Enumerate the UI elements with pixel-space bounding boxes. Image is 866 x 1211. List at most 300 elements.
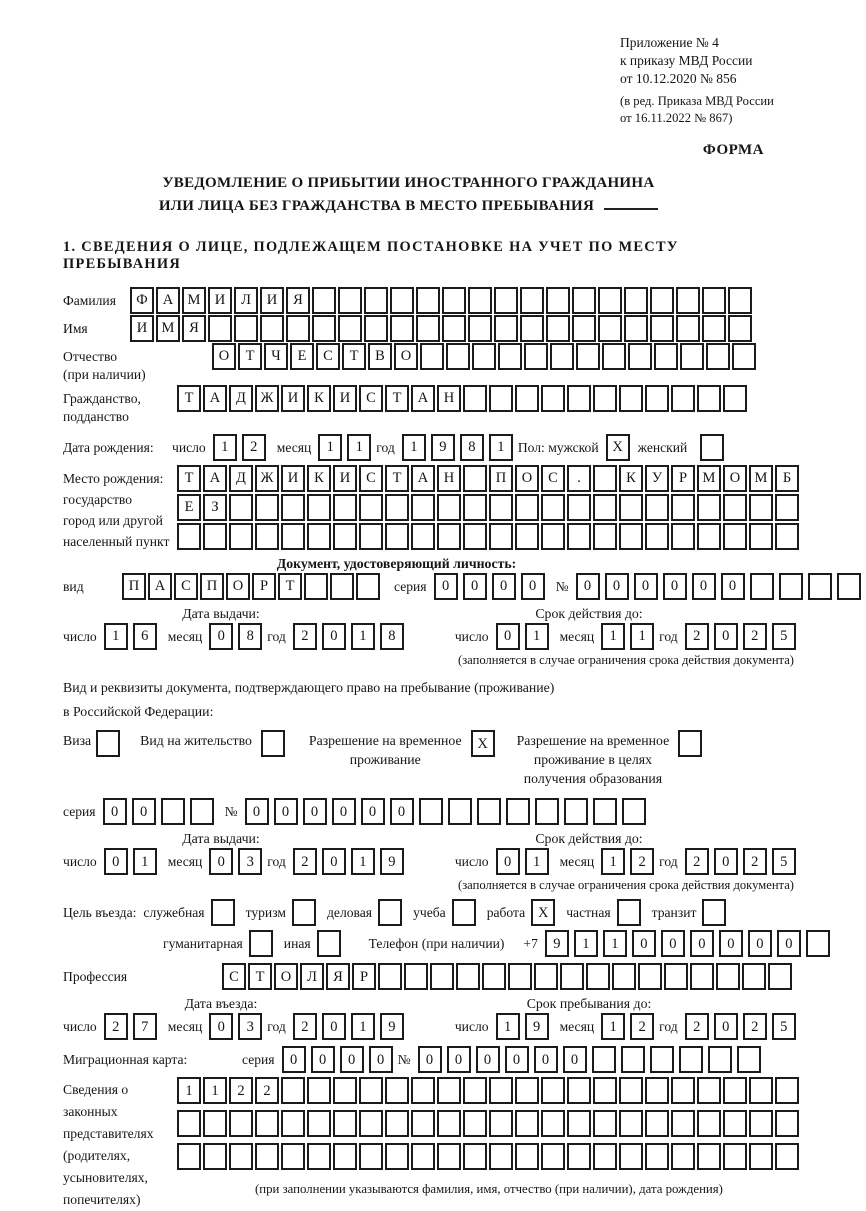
char-box[interactable]: Р [252,573,276,600]
char-box[interactable]: З [203,494,227,521]
char-box[interactable]: П [489,465,513,492]
char-box[interactable]: О [212,343,236,370]
char-box[interactable]: 0 [576,573,600,600]
char-box[interactable] [448,798,472,825]
char-box[interactable] [702,287,726,314]
char-box[interactable] [621,1046,645,1073]
char-box[interactable] [390,287,414,314]
char-box[interactable] [416,287,440,314]
char-box[interactable] [307,1143,331,1170]
char-box[interactable] [416,315,440,342]
char-box[interactable] [255,494,279,521]
char-box[interactable] [723,1110,747,1137]
char-box[interactable]: 2 [743,1013,767,1040]
char-box[interactable]: 0 [605,573,629,600]
char-box[interactable] [671,385,695,412]
char-box[interactable]: 1 [402,434,426,461]
char-box[interactable]: 0 [563,1046,587,1073]
char-box[interactable] [333,1110,357,1137]
char-box[interactable] [624,315,648,342]
char-box[interactable]: И [208,287,232,314]
char-box[interactable]: 0 [719,930,743,957]
char-box[interactable] [697,494,721,521]
char-box[interactable]: 8 [238,623,262,650]
char-box[interactable] [468,315,492,342]
char-box[interactable]: М [749,465,773,492]
char-box[interactable] [624,287,648,314]
char-box[interactable] [411,1077,435,1104]
char-box[interactable] [671,1143,695,1170]
purpose-work-checkbox[interactable]: X [531,899,555,926]
char-box[interactable] [535,798,559,825]
char-box[interactable] [411,1110,435,1137]
char-box[interactable] [520,287,544,314]
char-box[interactable] [437,523,461,550]
temporary-residence-checkbox[interactable]: X [471,730,495,757]
purpose-tourism-checkbox[interactable] [292,899,316,926]
char-box[interactable] [359,1110,383,1137]
char-box[interactable] [612,963,636,990]
char-box[interactable] [463,1077,487,1104]
char-box[interactable] [411,1143,435,1170]
char-box[interactable]: О [394,343,418,370]
char-box[interactable] [177,1143,201,1170]
char-box[interactable]: 0 [447,1046,471,1073]
char-box[interactable]: 0 [340,1046,364,1073]
char-box[interactable] [593,1110,617,1137]
char-box[interactable] [281,1077,305,1104]
char-box[interactable] [281,1110,305,1137]
char-box[interactable]: 0 [721,573,745,600]
char-box[interactable] [330,573,354,600]
char-box[interactable]: С [174,573,198,600]
char-box[interactable]: Т [385,385,409,412]
char-box[interactable]: 5 [772,1013,796,1040]
char-box[interactable]: 2 [743,848,767,875]
char-box[interactable]: 0 [496,623,520,650]
char-box[interactable] [723,1077,747,1104]
char-box[interactable] [619,1143,643,1170]
char-box[interactable]: 3 [238,848,262,875]
char-box[interactable] [650,315,674,342]
char-box[interactable]: 0 [245,798,269,825]
char-box[interactable] [508,963,532,990]
char-box[interactable] [808,573,832,600]
char-box[interactable]: 5 [772,848,796,875]
char-box[interactable] [177,523,201,550]
char-box[interactable] [364,315,388,342]
char-box[interactable]: 0 [496,848,520,875]
char-box[interactable]: А [411,465,435,492]
char-box[interactable] [307,523,331,550]
char-box[interactable]: 2 [293,623,317,650]
char-box[interactable] [619,494,643,521]
char-box[interactable]: 1 [203,1077,227,1104]
char-box[interactable] [203,523,227,550]
char-box[interactable]: 0 [209,1013,233,1040]
char-box[interactable] [576,343,600,370]
char-box[interactable] [541,1110,565,1137]
char-box[interactable] [593,523,617,550]
char-box[interactable]: 9 [380,1013,404,1040]
char-box[interactable] [671,494,695,521]
char-box[interactable] [560,963,584,990]
char-box[interactable] [463,385,487,412]
char-box[interactable]: 0 [463,573,487,600]
char-box[interactable]: Я [286,287,310,314]
char-box[interactable] [690,963,714,990]
char-box[interactable]: Ч [264,343,288,370]
char-box[interactable]: О [274,963,298,990]
char-box[interactable] [411,494,435,521]
char-box[interactable] [190,798,214,825]
char-box[interactable] [749,494,773,521]
char-box[interactable]: 1 [603,930,627,957]
char-box[interactable] [723,494,747,521]
char-box[interactable]: 0 [692,573,716,600]
char-box[interactable] [567,1110,591,1137]
char-box[interactable] [650,1046,674,1073]
char-box[interactable] [437,494,461,521]
char-box[interactable] [732,343,756,370]
char-box[interactable]: 0 [104,848,128,875]
char-box[interactable] [430,963,454,990]
char-box[interactable] [463,523,487,550]
char-box[interactable]: 1 [351,623,375,650]
char-box[interactable]: 0 [748,930,772,957]
char-box[interactable]: 9 [525,1013,549,1040]
char-box[interactable]: 1 [525,848,549,875]
char-box[interactable] [359,1077,383,1104]
char-box[interactable]: 0 [209,848,233,875]
char-box[interactable]: 7 [133,1013,157,1040]
char-box[interactable] [564,798,588,825]
char-box[interactable] [628,343,652,370]
char-box[interactable]: 1 [601,848,625,875]
char-box[interactable]: Н [437,465,461,492]
sex-female-checkbox[interactable] [700,434,724,461]
char-box[interactable]: М [697,465,721,492]
char-box[interactable] [737,1046,761,1073]
visa-checkbox[interactable] [96,730,120,757]
char-box[interactable]: 1 [133,848,157,875]
char-box[interactable] [161,798,185,825]
char-box[interactable] [679,1046,703,1073]
char-box[interactable] [546,287,570,314]
char-box[interactable] [234,315,258,342]
char-box[interactable] [463,1143,487,1170]
char-box[interactable] [697,1143,721,1170]
char-box[interactable] [645,1110,669,1137]
char-box[interactable]: 0 [311,1046,335,1073]
char-box[interactable]: Д [229,385,253,412]
char-box[interactable]: 9 [545,930,569,957]
char-box[interactable] [281,523,305,550]
char-box[interactable]: Т [238,343,262,370]
char-box[interactable]: У [645,465,669,492]
char-box[interactable] [593,798,617,825]
char-box[interactable] [378,963,402,990]
char-box[interactable]: 0 [322,1013,346,1040]
char-box[interactable] [645,494,669,521]
char-box[interactable] [229,494,253,521]
char-box[interactable]: 1 [496,1013,520,1040]
char-box[interactable] [702,315,726,342]
char-box[interactable]: Н [437,385,461,412]
char-box[interactable]: Т [177,385,201,412]
char-box[interactable] [489,523,513,550]
char-box[interactable] [520,315,544,342]
char-box[interactable] [359,1143,383,1170]
char-box[interactable] [333,494,357,521]
char-box[interactable] [437,1143,461,1170]
char-box[interactable] [645,385,669,412]
char-box[interactable]: Ф [130,287,154,314]
char-box[interactable] [723,1143,747,1170]
char-box[interactable] [359,523,383,550]
char-box[interactable]: С [359,465,383,492]
char-box[interactable] [229,523,253,550]
char-box[interactable]: О [226,573,250,600]
char-box[interactable] [749,1077,773,1104]
char-box[interactable] [593,465,617,492]
char-box[interactable] [645,1077,669,1104]
char-box[interactable] [419,798,443,825]
char-box[interactable]: 0 [282,1046,306,1073]
char-box[interactable] [749,523,773,550]
char-box[interactable]: 2 [685,1013,709,1040]
char-box[interactable] [203,1110,227,1137]
char-box[interactable]: А [411,385,435,412]
char-box[interactable] [446,343,470,370]
char-box[interactable] [593,1143,617,1170]
char-box[interactable]: Р [671,465,695,492]
char-box[interactable]: 0 [322,848,346,875]
char-box[interactable]: 1 [351,848,375,875]
char-box[interactable] [592,1046,616,1073]
char-box[interactable] [208,315,232,342]
char-box[interactable] [550,343,574,370]
char-box[interactable] [489,1077,513,1104]
char-box[interactable]: 2 [630,1013,654,1040]
char-box[interactable] [541,1143,565,1170]
char-box[interactable]: 1 [318,434,342,461]
char-box[interactable] [307,1110,331,1137]
purpose-business-checkbox[interactable] [211,899,235,926]
char-box[interactable] [716,963,740,990]
char-box[interactable] [706,343,730,370]
char-box[interactable]: Д [229,465,253,492]
residence-permit-checkbox[interactable] [261,730,285,757]
char-box[interactable]: . [567,465,591,492]
char-box[interactable]: 0 [434,573,458,600]
char-box[interactable] [593,385,617,412]
char-box[interactable]: 0 [714,623,738,650]
char-box[interactable] [229,1110,253,1137]
char-box[interactable] [837,573,861,600]
char-box[interactable] [697,385,721,412]
char-box[interactable] [650,287,674,314]
char-box[interactable] [385,494,409,521]
char-box[interactable] [411,523,435,550]
char-box[interactable] [546,315,570,342]
char-box[interactable]: И [130,315,154,342]
char-box[interactable] [750,573,774,600]
char-box[interactable]: Т [177,465,201,492]
char-box[interactable]: Т [385,465,409,492]
char-box[interactable] [775,523,799,550]
char-box[interactable] [586,963,610,990]
char-box[interactable]: 2 [630,848,654,875]
char-box[interactable]: П [200,573,224,600]
char-box[interactable]: Б [775,465,799,492]
char-box[interactable]: В [368,343,392,370]
char-box[interactable]: 1 [525,623,549,650]
char-box[interactable] [671,1110,695,1137]
char-box[interactable] [749,1110,773,1137]
char-box[interactable]: 0 [661,930,685,957]
char-box[interactable] [541,385,565,412]
char-box[interactable] [723,385,747,412]
char-box[interactable]: 2 [255,1077,279,1104]
char-box[interactable] [385,1143,409,1170]
purpose-transit-checkbox[interactable] [702,899,726,926]
char-box[interactable]: 0 [369,1046,393,1073]
char-box[interactable] [697,523,721,550]
char-box[interactable]: 0 [361,798,385,825]
char-box[interactable] [602,343,626,370]
char-box[interactable] [534,963,558,990]
char-box[interactable] [728,287,752,314]
char-box[interactable] [489,1143,513,1170]
char-box[interactable] [203,1143,227,1170]
char-box[interactable] [680,343,704,370]
char-box[interactable]: 2 [685,848,709,875]
char-box[interactable]: И [333,385,357,412]
char-box[interactable]: О [515,465,539,492]
char-box[interactable]: 2 [685,623,709,650]
char-box[interactable]: И [260,287,284,314]
char-box[interactable] [482,963,506,990]
char-box[interactable] [697,1110,721,1137]
char-box[interactable]: О [723,465,747,492]
char-box[interactable] [304,573,328,600]
char-box[interactable]: 0 [390,798,414,825]
char-box[interactable] [281,494,305,521]
char-box[interactable]: 1 [104,623,128,650]
char-box[interactable] [437,1077,461,1104]
char-box[interactable] [742,963,766,990]
char-box[interactable]: С [316,343,340,370]
char-box[interactable]: К [307,465,331,492]
char-box[interactable]: 9 [380,848,404,875]
char-box[interactable] [468,287,492,314]
char-box[interactable]: 0 [714,848,738,875]
char-box[interactable]: 1 [177,1077,201,1104]
char-box[interactable] [456,963,480,990]
char-box[interactable] [567,494,591,521]
char-box[interactable] [515,494,539,521]
char-box[interactable]: 6 [133,623,157,650]
char-box[interactable] [572,315,596,342]
char-box[interactable] [593,494,617,521]
char-box[interactable]: 8 [380,623,404,650]
char-box[interactable] [333,1143,357,1170]
char-box[interactable] [494,287,518,314]
char-box[interactable]: С [359,385,383,412]
char-box[interactable] [255,1110,279,1137]
char-box[interactable] [489,1110,513,1137]
char-box[interactable]: 0 [332,798,356,825]
char-box[interactable] [312,287,336,314]
char-box[interactable] [638,963,662,990]
char-box[interactable] [768,963,792,990]
char-box[interactable]: Р [352,963,376,990]
char-box[interactable]: 0 [521,573,545,600]
char-box[interactable]: 0 [209,623,233,650]
char-box[interactable]: А [203,465,227,492]
char-box[interactable]: 1 [630,623,654,650]
char-box[interactable] [489,494,513,521]
char-box[interactable] [541,494,565,521]
char-box[interactable]: М [182,287,206,314]
char-box[interactable]: 1 [574,930,598,957]
char-box[interactable] [494,315,518,342]
purpose-private-checkbox[interactable] [617,899,641,926]
char-box[interactable]: Е [290,343,314,370]
char-box[interactable] [598,287,622,314]
char-box[interactable]: 0 [690,930,714,957]
char-box[interactable]: Л [234,287,258,314]
char-box[interactable]: 0 [534,1046,558,1073]
char-box[interactable]: 0 [322,623,346,650]
char-box[interactable]: 0 [505,1046,529,1073]
char-box[interactable]: 1 [213,434,237,461]
char-box[interactable] [390,315,414,342]
char-box[interactable]: Т [278,573,302,600]
char-box[interactable] [281,1143,305,1170]
char-box[interactable] [472,343,496,370]
char-box[interactable] [524,343,548,370]
char-box[interactable]: 8 [460,434,484,461]
char-box[interactable] [749,1143,773,1170]
char-box[interactable]: Л [300,963,324,990]
char-box[interactable]: А [148,573,172,600]
char-box[interactable]: А [156,287,180,314]
char-box[interactable]: Я [326,963,350,990]
char-box[interactable]: И [281,465,305,492]
char-box[interactable] [404,963,428,990]
purpose-study-checkbox[interactable] [452,899,476,926]
char-box[interactable] [676,315,700,342]
char-box[interactable] [541,1077,565,1104]
char-box[interactable] [312,315,336,342]
temporary-residence-education-checkbox[interactable] [678,730,702,757]
char-box[interactable] [664,963,688,990]
char-box[interactable] [498,343,522,370]
char-box[interactable] [567,385,591,412]
char-box[interactable] [506,798,530,825]
char-box[interactable]: 1 [601,623,625,650]
char-box[interactable]: С [541,465,565,492]
char-box[interactable] [622,798,646,825]
char-box[interactable]: П [122,573,146,600]
char-box[interactable] [775,494,799,521]
char-box[interactable]: 0 [418,1046,442,1073]
char-box[interactable] [286,315,310,342]
char-box[interactable] [645,523,669,550]
char-box[interactable] [697,1077,721,1104]
